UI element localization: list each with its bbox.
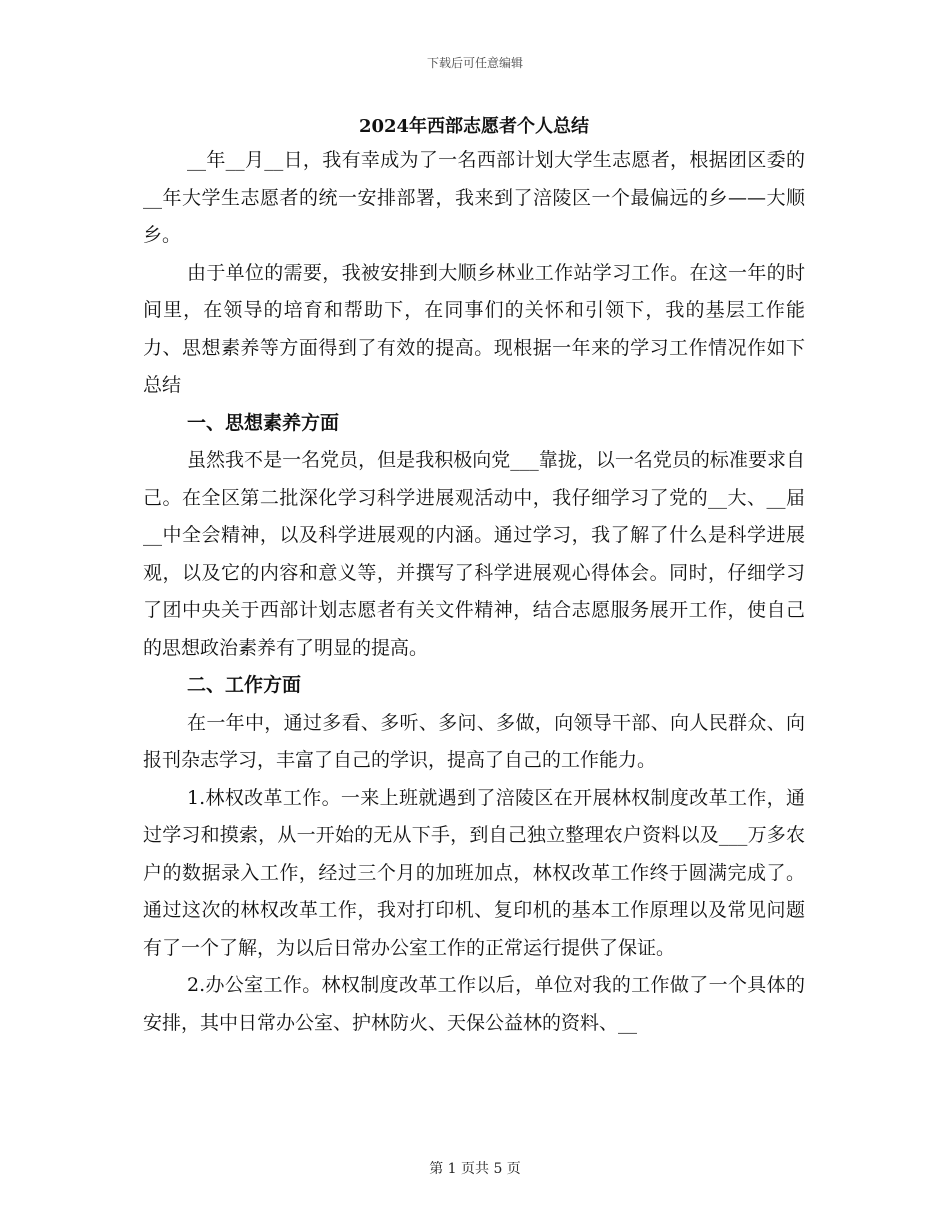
section-heading-work: 二、工作方面 (187, 674, 302, 696)
page-footer: 第 1 页共 5 页 (429, 1161, 521, 1177)
paragraph-office-work: 2.办公室工作。林权制度改革工作以后，单位对我的工作做了一个具体的安排，其中日常办公室、护林防火、天保公益林的资料、__ (143, 974, 805, 1034)
paragraph-assignment: 由于单位的需要，我被安排到大顺乡林业工作站学习工作。在这一年的时间里，在领导的培育和帮助下，在同事们的关怀和引领下，我的基层工作能力、思想素养等方面得到了有效的提高。现根据一年来的学习工作情况作如下总结 (143, 261, 805, 396)
section-heading-ideology: 一、思想素养方面 (187, 411, 340, 434)
paragraph-ideology: 虽然我不是一名党员，但是我积极向党___靠拢，以一名党员的标准要求自己。在全区第二批深化学习科学进展观活动中，我仔细学习了党的__大、__届__中全会精神，以及科学进展观的内涵。通过学习，我了解了什么是科学进展观，以及它的内容和意义等，并撰写了科学进展观心得体会。同时，仔细学习了团中央关于西部计划志愿者有关文件精神，结合志愿服务展开工作，使自己的思想政治素养有了明显的提高。 (143, 449, 805, 659)
document-body (143, 112, 805, 1042)
paragraph-forest-reform: 1.林权改革工作。一来上班就遇到了涪陵区在开展林权制度改革工作，通过学习和摸索，从一开始的无从下手，到自己独立整理农户资料以及___万多农户的数据录入工作，经过三个月的加班加点，林权改革工作终于圆满完成了。通过这次的林权改革工作，我对打印机、复印机的基本工作原理以及常见问题有了一个了解，为以后日常办公室工作的正常运行提供了保证。 (143, 786, 805, 959)
header-note: 下载后可任意编辑 (426, 56, 523, 70)
document-title: 2024年西部志愿者个人总结 (358, 116, 590, 137)
paragraph-work-intro: 在一年中，通过多看、多听、多问、多做，向领导干部、向人民群众、向报刊杂志学习，丰富了自己的学识，提高了自己的工作能力。 (143, 711, 805, 771)
paragraph-intro: __年__月__日，我有幸成为了一名西部计划大学生志愿者，根据团区委的__年大学生志愿者的统一安排部署，我来到了涪陵区一个最偏远的乡——大顺乡。 (143, 149, 805, 246)
